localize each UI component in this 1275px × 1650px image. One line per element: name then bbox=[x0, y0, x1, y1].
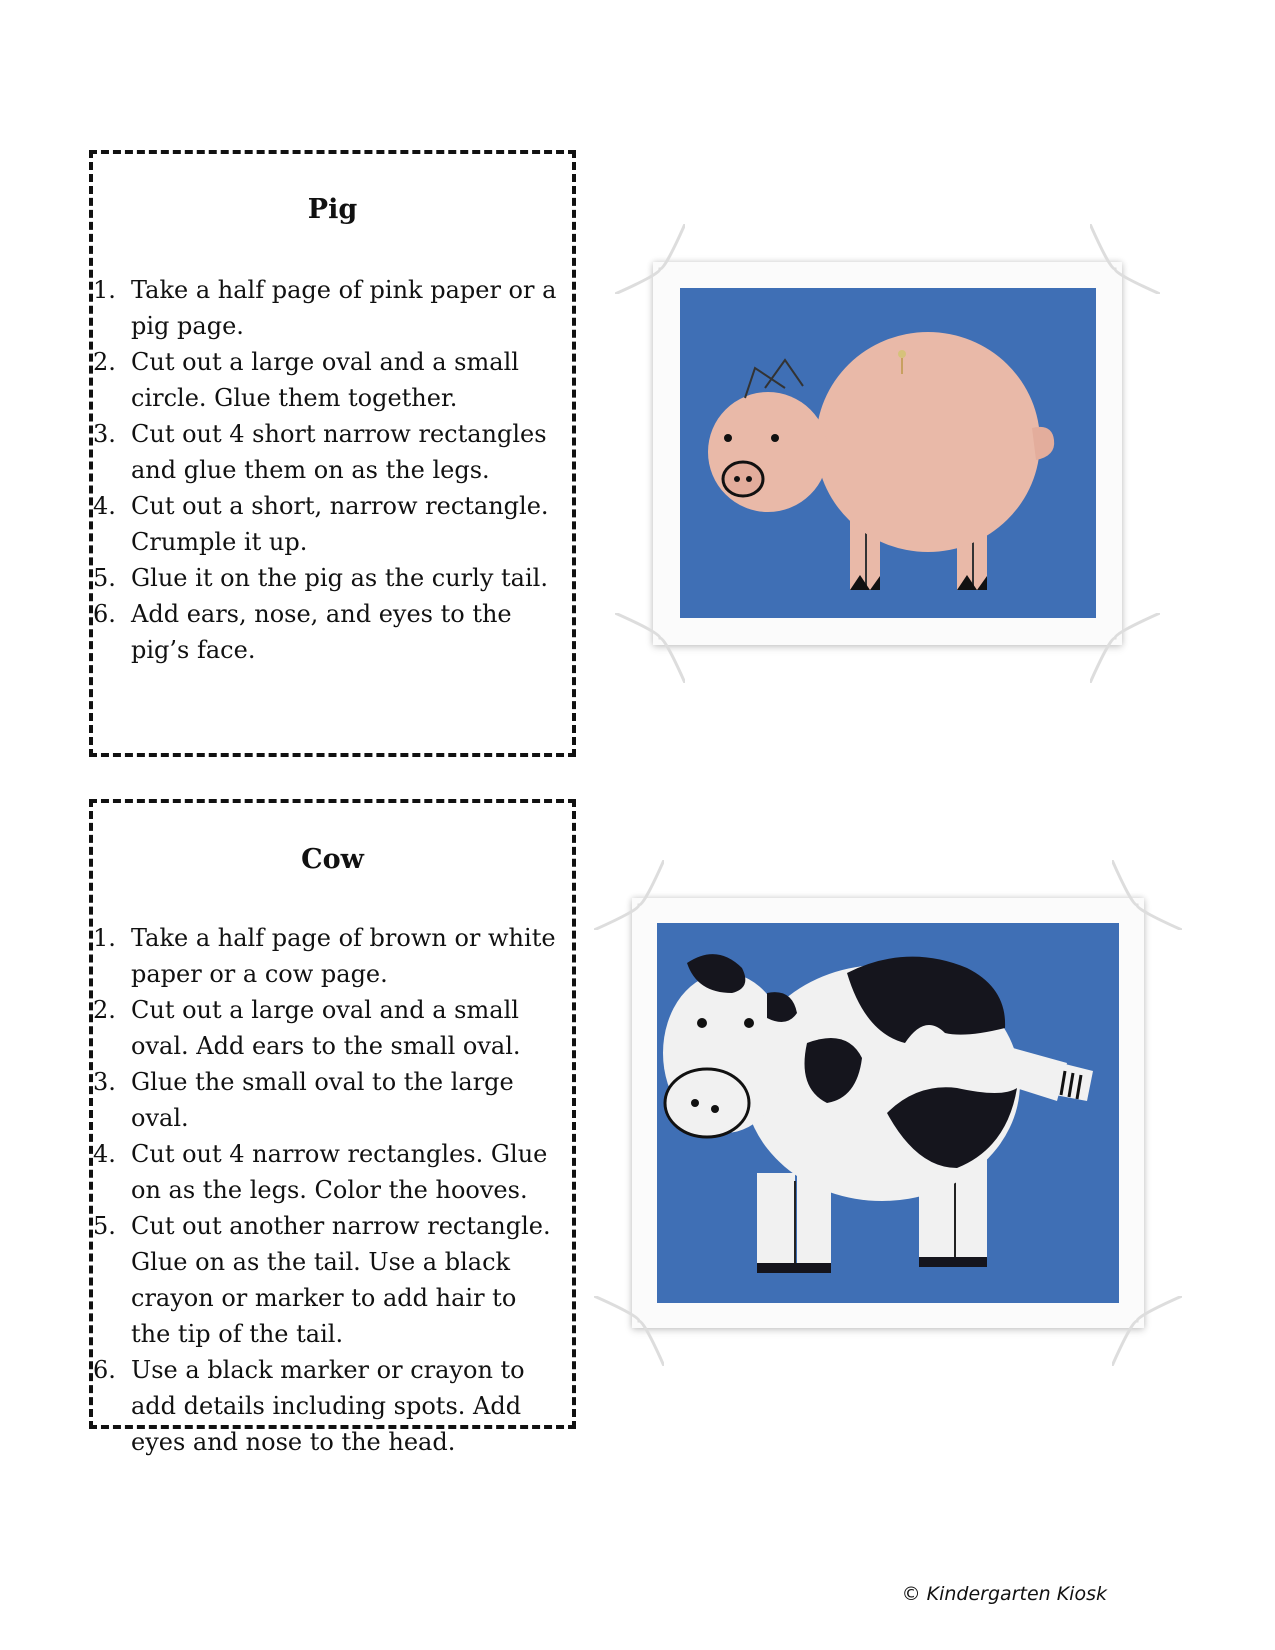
list-item: 2. Cut out a large oval and a small circle. Glue them together. bbox=[93, 348, 519, 412]
photo-corner-bottom-right bbox=[1112, 1296, 1182, 1366]
list-item: 5. Cut out another narrow rectangle. Glue on as the tail. Use a black crayon or marker to add hair to the tip of the tail. bbox=[93, 1212, 551, 1348]
list-item: 5. Glue it on the pig as the curly tail. bbox=[93, 564, 548, 592]
list-item: 2. Cut out a large oval and a small oval. Add ears to the small oval. bbox=[93, 996, 521, 1060]
cow-illustration bbox=[657, 923, 1119, 1303]
pig-steps-list bbox=[93, 272, 572, 668]
list-item: 4. Cut out a short, narrow rectangle. Crumple it up. bbox=[93, 492, 549, 556]
cow-photo-image bbox=[657, 923, 1119, 1303]
photo-corner-top-left bbox=[615, 224, 685, 294]
photo-corner-bottom-left bbox=[594, 1296, 664, 1366]
cow-instructions-card bbox=[89, 799, 576, 1456]
photo-corner-top-right bbox=[1090, 224, 1160, 294]
list-item: 3. Glue the small oval to the large oval. bbox=[93, 1068, 514, 1132]
cow-steps-list bbox=[93, 920, 572, 1460]
list-item: 3. Cut out 4 short narrow rectangles and glue them on as the legs. bbox=[93, 420, 547, 484]
pig-instructions-card bbox=[89, 150, 576, 757]
pig-photo-image bbox=[680, 288, 1096, 618]
copyright-footer: © Kindergarten Kiosk bbox=[901, 1583, 1107, 1605]
list-item: 6. Use a black marker or crayon to add details including spots. Add eyes and nose to the head. bbox=[93, 1356, 525, 1456]
list-item: 4. Cut out 4 narrow rectangles. Glue on as the legs. Color the hooves. bbox=[93, 1140, 548, 1204]
pig-card-title: Pig bbox=[307, 194, 358, 225]
pig-illustration bbox=[680, 288, 1096, 618]
photo-corner-bottom-right bbox=[1090, 613, 1160, 683]
pig-craft-photo bbox=[653, 262, 1122, 645]
photo-corner-bottom-left bbox=[615, 613, 685, 683]
list-item: 1. Take a half page of pink paper or a pig page. bbox=[93, 276, 557, 340]
cow-craft-photo bbox=[632, 898, 1144, 1328]
list-item: 6. Add ears, nose, and eyes to the pig’s face. bbox=[93, 600, 512, 664]
list-item: 1. Take a half page of brown or white paper or a cow page. bbox=[93, 924, 556, 988]
cow-card-title: Cow bbox=[301, 844, 364, 875]
photo-corner-top-right bbox=[1112, 860, 1182, 930]
photo-corner-top-left bbox=[594, 860, 664, 930]
